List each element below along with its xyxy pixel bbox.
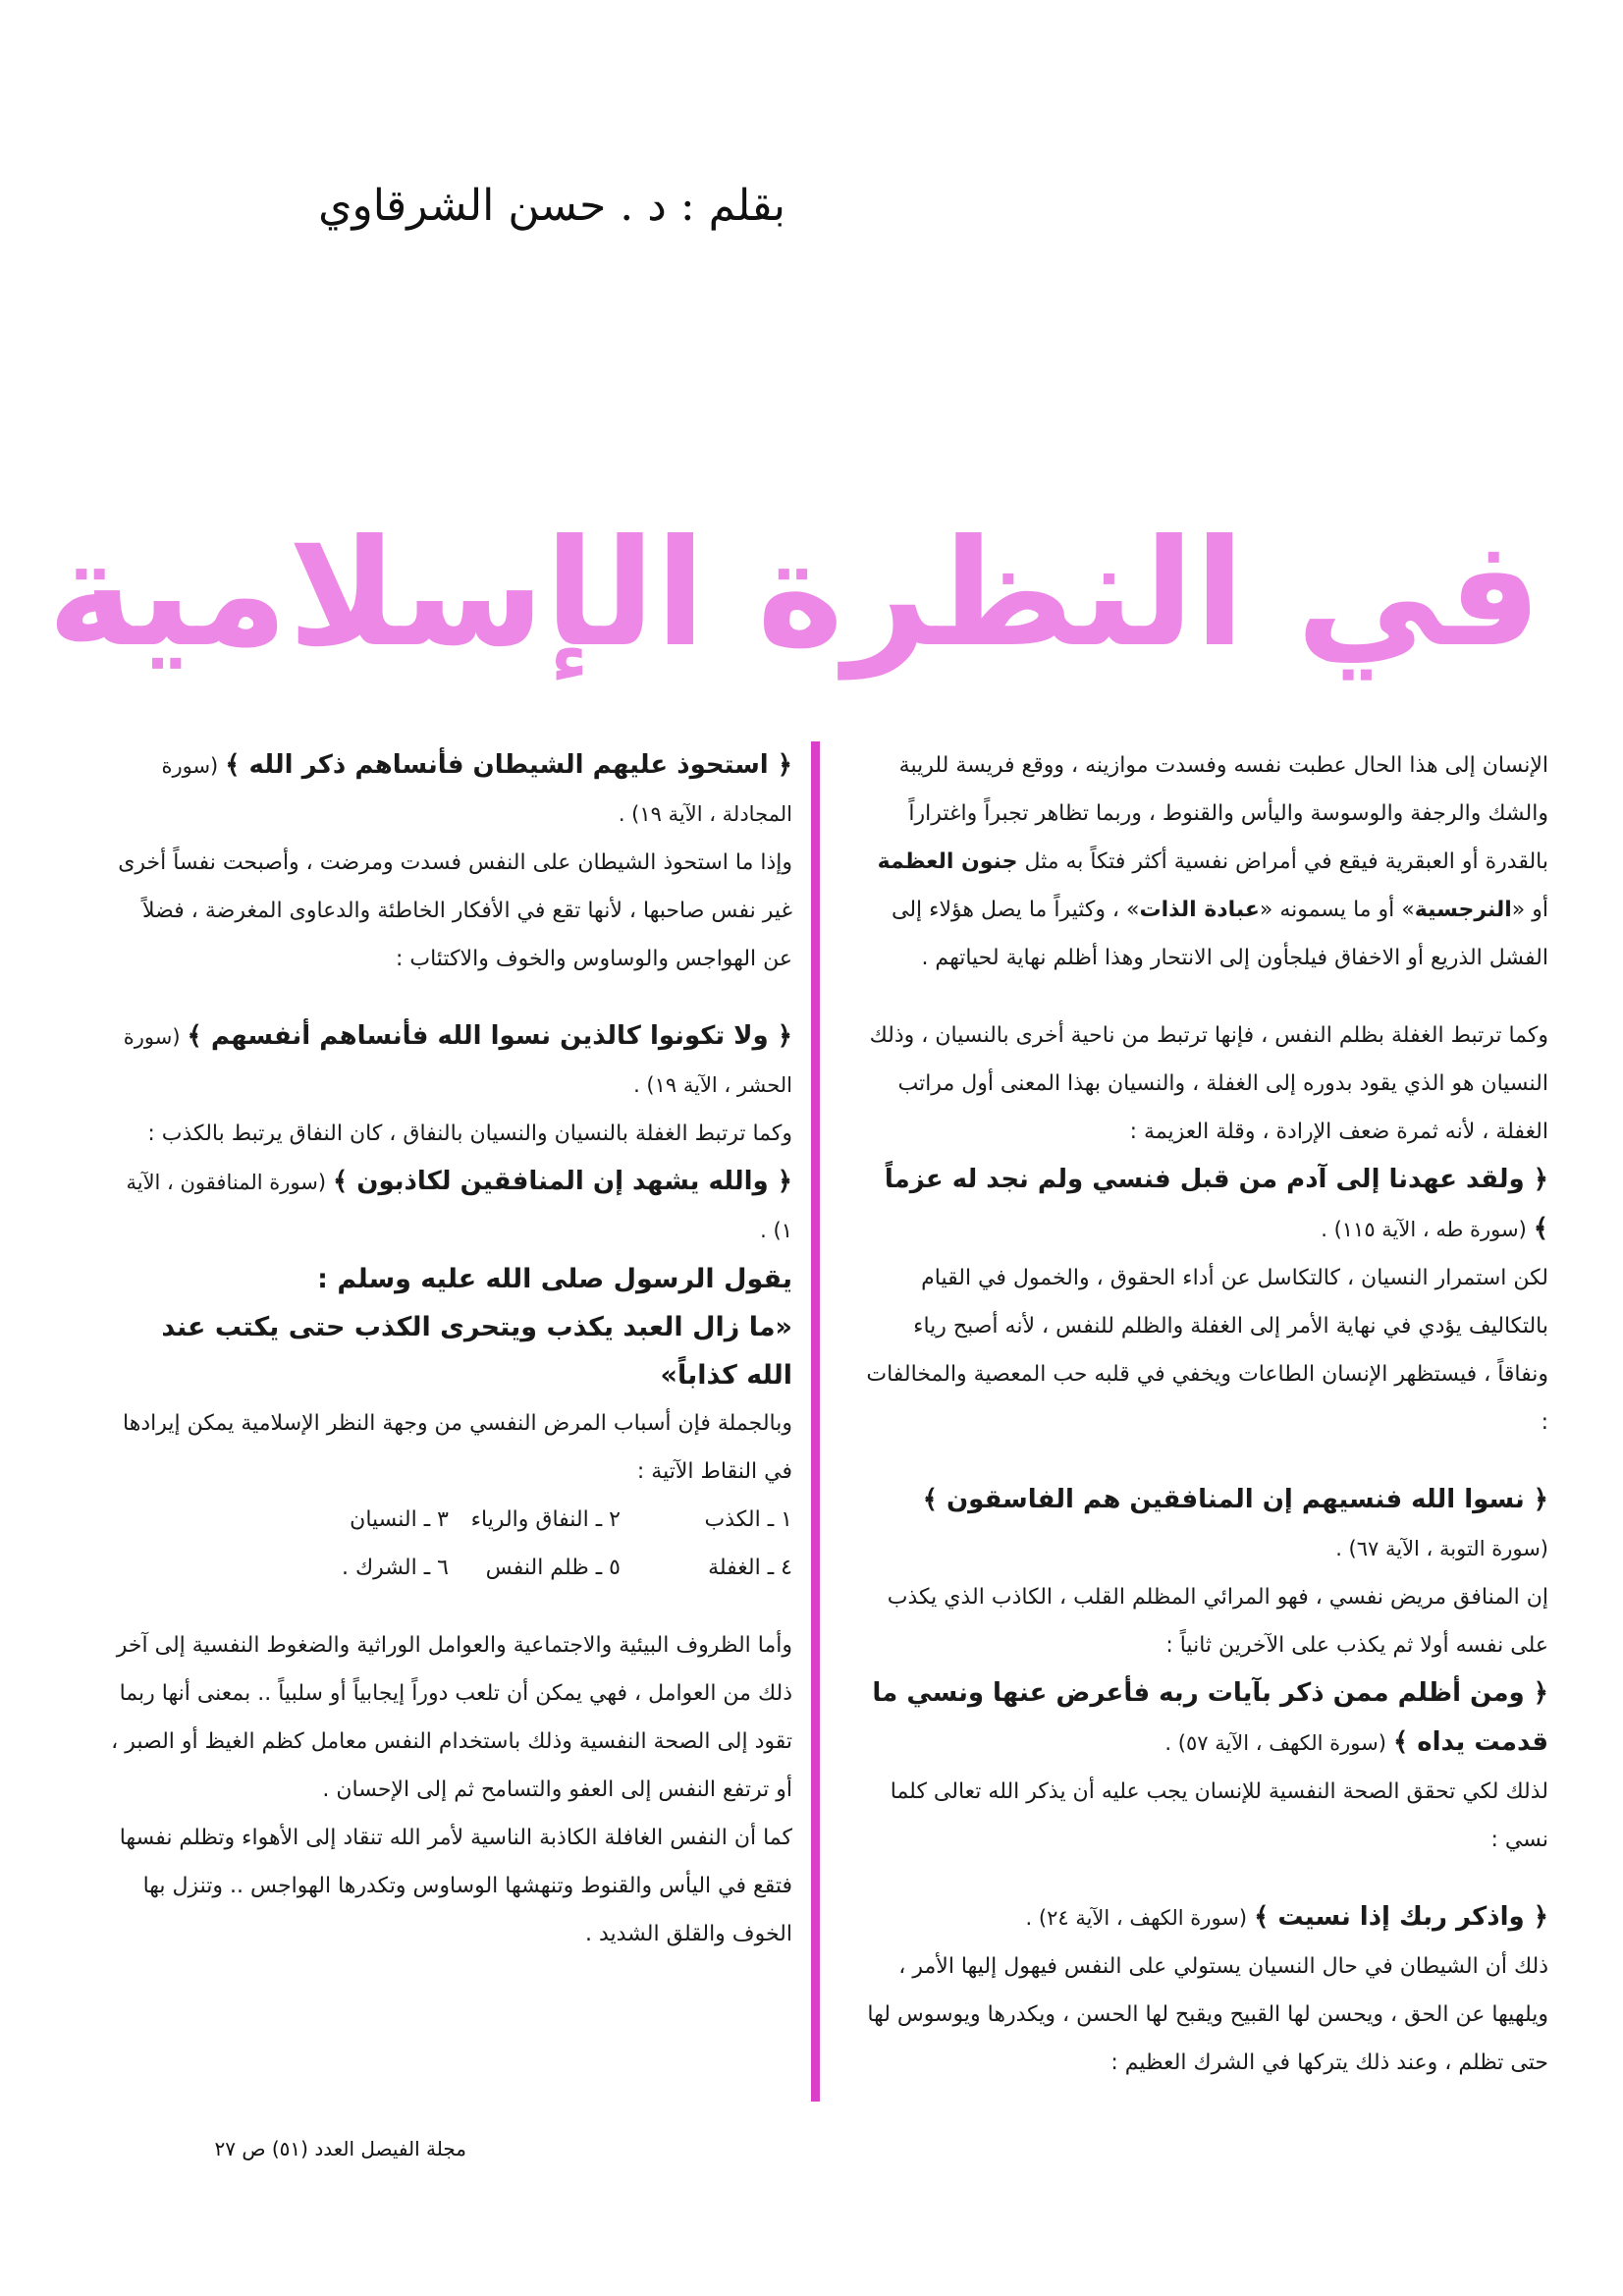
text: » أو ما يسمونه « bbox=[1259, 898, 1415, 922]
column-divider bbox=[811, 741, 820, 2102]
quran-verse bbox=[110, 741, 792, 839]
right-column bbox=[866, 741, 1548, 2116]
bold-term: النرجسية bbox=[1414, 898, 1512, 922]
causes-list bbox=[110, 1496, 792, 1592]
quran-verse bbox=[110, 1012, 792, 1110]
list-item: ٥ ـ ظلم النفس bbox=[485, 1556, 621, 1580]
left-column bbox=[110, 741, 792, 2116]
text: » ، وكثيراً ما يصل هؤلاء إلى الفشل الذريع أو الاخفاق فيلجأون إلى الانتحار وهذا أظلم نهاية لحياتهم . bbox=[891, 898, 1548, 970]
article-title: في النظرة الإسلامية bbox=[47, 509, 1542, 680]
list-row bbox=[110, 1496, 792, 1544]
verse-text: ﴿ والله يشهد إن المنافقين لكاذبون ﴾ bbox=[333, 1167, 792, 1196]
quran-verse bbox=[110, 1158, 792, 1255]
list-item: ٦ ـ الشرك . bbox=[342, 1556, 449, 1580]
verse-reference: (سورة المجادلة ، الآية ١٩) . bbox=[161, 754, 792, 826]
verse-reference: (سورة المنافقون ، الآية ١) . bbox=[126, 1171, 792, 1242]
verse-reference: (سورة الكهف ، الآية ٥٧) . bbox=[1164, 1731, 1386, 1755]
verse-text: ﴿ استحوذ عليهم الشيطان فأنساهم ذكر الله ﴾ bbox=[225, 750, 792, 780]
quran-verse bbox=[866, 1476, 1548, 1573]
list-item: ٢ ـ النفاق والرياء bbox=[470, 1507, 621, 1532]
verse-reference: (سورة طه ، الآية ١١٥) . bbox=[1321, 1218, 1527, 1241]
paragraph: وأما الظروف البيئية والاجتماعية والعوامل الوراثية والضغوط النفسية إلى آخر ذلك من العوامل ، فهي يمكن أن تلعب دوراً إيجابياً أو سلبياً .. بمعنى أنها ربما تقود إلى الصحة النفسية وذلك باستخدام النفس معامل كظم الغيظ أو الصبر ، أو ترتفع النفس إلى العفو والتسامح ثم إلى الإحسان . bbox=[111, 1633, 792, 1802]
verse-reference: (سورة التوبة ، الآية ٦٧) . bbox=[1335, 1537, 1548, 1560]
paragraph: لكن استمرار النسيان ، كالتكاسل عن أداء الحقوق ، والخمول في القيام بالتكاليف يؤدي في نهاية الأمر إلى الغفلة والظلم للنفس ، لأنه أصبح رياء ونفاقاً ، فيستظهر الإنسان الطاعات ويخفي في قلبه حب المعصية والمخالفات : bbox=[866, 1266, 1548, 1435]
text: أو « bbox=[1511, 898, 1548, 922]
hadith-intro: يقول الرسول صلى الله عليه وسلم : bbox=[317, 1264, 792, 1294]
verse-reference: (سورة الحشر ، الآية ١٩) . bbox=[123, 1025, 792, 1097]
verse-reference: (سورة الكهف ، الآية ٢٤) . bbox=[1025, 1906, 1248, 1930]
list-item: ٤ ـ الغفلة bbox=[708, 1556, 792, 1580]
verse-text: ﴿ نسوا الله فنسيهم إن المنافقين هم الفاسقون ﴾ bbox=[922, 1485, 1548, 1514]
paragraph: وكما ترتبط الغفلة بظلم النفس ، فإنها ترتبط من ناحية أخرى بالنسيان ، وذلك النسيان هو الذي يقود بدوره إلى الغفلة ، والنسيان بهذا المعنى أول مراتب الغفلة ، لأنه ثمرة ضعف الإرادة ، وقلة العزيمة : bbox=[869, 1023, 1548, 1144]
paragraph: كما أن النفس الغافلة الكاذبة الناسية لأمر الله تنقاد إلى الأهواء وتظلم نفسها فتقع في اليأس والقنوط وتنهشها الوساوس وتكدرها الهواجس .. وتنزل بها الخوف والقلق الشديد . bbox=[119, 1826, 792, 1946]
verse-text: ﴿ ولا تكونوا كالذين نسوا الله فأنساهم أنفسهم ﴾ bbox=[187, 1021, 792, 1051]
quran-verse bbox=[866, 1893, 1548, 1942]
list-item: ١ ـ الكذب bbox=[704, 1507, 792, 1532]
verse-text: ﴿ ومن أظلم ممن ذكر بآيات ربه فأعرض عنها ونسي ما قدمت يداه ﴾ bbox=[872, 1678, 1548, 1757]
quran-verse bbox=[866, 1669, 1548, 1768]
paragraph bbox=[866, 741, 1548, 982]
verse-text: ﴿ واذكر ربك إذا نسيت ﴾ bbox=[1254, 1902, 1548, 1932]
paragraph: وكما ترتبط الغفلة بالنسيان والنسيان بالنفاق ، كان النفاق يرتبط بالكذب : bbox=[147, 1121, 792, 1146]
paragraph: لذلك لكي تحقق الصحة النفسية للإنسان يجب عليه أن يذكر الله تعالى كلما نسي : bbox=[890, 1779, 1548, 1852]
paragraph: ذلك أن الشيطان في حال النسيان يستولي على النفس فيهول إليها الأمر ، ويلهيها عن الحق ، ويحسن لها القبيح ويقبح لها الحسن ، ويكدرها ويوسوس لها حتى تظلم ، وعند ذلك يتركها في الشرك العظيم : bbox=[867, 1954, 1548, 2075]
hadith-text: «ما زال العبد يكذب ويتحرى الكذب حتى يكتب عند الله كذاباً» bbox=[161, 1312, 792, 1391]
paragraph: وبالجملة فإن أسباب المرض النفسي من وجهة النظر الإسلامية يمكن إيرادها في النقاط الآتية : bbox=[123, 1411, 792, 1484]
author-byline: بقلم : د . حسن الشرقاوي bbox=[318, 181, 785, 231]
page-footer: مجلة الفيصل العدد (٥١) ص ٢٧ bbox=[214, 2137, 466, 2160]
list-row bbox=[110, 1544, 792, 1592]
verse-text: ﴿ ولقد عهدنا إلى آدم من قبل فنسي ولم نجد له عزماً ﴾ bbox=[884, 1165, 1548, 1243]
paragraph: وإذا ما استحوذ الشيطان على النفس فسدت ومرضت ، وأصبحت نفساً أخرى غير نفس صاحبها ، لأنها تقع في الأفكار الخاطئة والدعاوى المغرضة ، فضلاً عن الهواجس والوساوس والخوف والاكتئاب : bbox=[118, 850, 792, 971]
bold-term: جنون العظمة bbox=[877, 849, 1018, 874]
text: الإنسان إلى هذا الحال عطبت نفسه وفسدت موازينه ، ووقع فريسة للريبة والشك والرجفة والوسوسة واليأس والقنوط ، وربما تظاهر تجبراً واغتراراً بالقدرة أو العبقرية فيقع في أمراض نفسية أكثر فتكاً به مثل bbox=[898, 753, 1548, 874]
list-item: ٣ ـ النسيان bbox=[350, 1507, 449, 1532]
quran-verse bbox=[866, 1156, 1548, 1254]
bold-term: عبادة الذات bbox=[1139, 898, 1260, 922]
paragraph: إن المنافق مريض نفسي ، فهو المرائي المظلم القلب ، الكاذب الذي يكذب على نفسه أولا ثم يكذب على الآخرين ثانياً : bbox=[887, 1585, 1548, 1658]
